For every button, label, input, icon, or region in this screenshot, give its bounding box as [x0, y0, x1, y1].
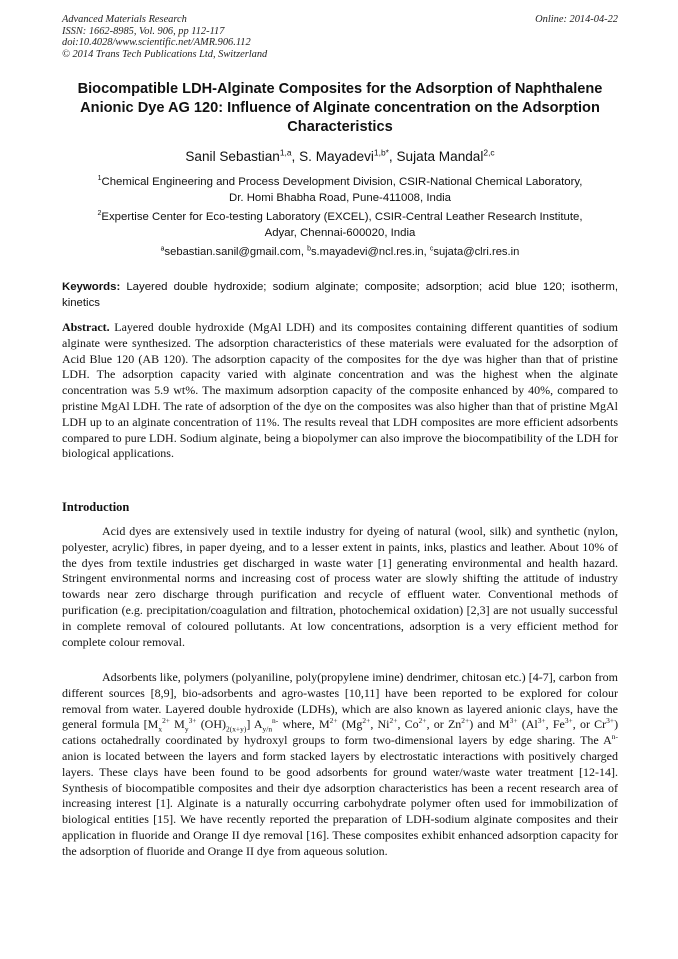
- formula-text: (Mg: [337, 717, 363, 732]
- formula-subscript: y: [184, 724, 189, 734]
- formula-superscript: 2+: [389, 716, 398, 726]
- email-link[interactable]: s.mayadevi@ncl.res.in: [310, 246, 424, 258]
- journal-issn: ISSN: 1662-8985, Vol. 906, pp 112-117: [62, 25, 225, 37]
- formula-subscript: 2(x+y): [226, 724, 247, 734]
- author-name: Sujata Mandal: [396, 149, 484, 164]
- email-separator: ,: [423, 246, 430, 258]
- formula-superscript: 2+: [362, 716, 371, 726]
- formula-subscript: x: [158, 724, 163, 734]
- formula-text: where, M: [278, 717, 330, 732]
- keywords: [62, 280, 618, 311]
- online-date: Online: 2014-04-22: [535, 14, 618, 25]
- author-separator: ,: [388, 149, 397, 164]
- affiliation-1: [62, 174, 618, 206]
- email-link[interactable]: sujata@clri.res.in: [433, 246, 520, 258]
- paragraph-text: anion is located between the layers and form stacked layers by electrostatic interactions with positively charged layers. These clays have been found to be good adsorbents for ground water/waste water treatment [12-14]. Synthesis of biocompatible composites and their dye adsorption characteristics has been a recent research area of increasing interest [1]. Alginate is a naturally occurring carbohydrate polymer often used for immobilization of biological entities [15]. We have recently reported the preparation of LDH-sodium alginate composites and their application in fluoride and Orange II dye removal [16]. These composites exhibit enhanced adsorption capacity for the adsorption of fluoride and Orange II dye from aqueous solution.: [62, 748, 618, 858]
- email-separator: ,: [300, 246, 308, 258]
- formula-text: , or Cr: [572, 717, 607, 732]
- affiliation-line: Adyar, Chennai-600020, India: [264, 227, 416, 239]
- formula-text: M: [169, 717, 185, 732]
- formula-superscript: 2+: [162, 716, 170, 726]
- formula-superscript: n-: [611, 732, 618, 742]
- formula-text: , Co: [397, 717, 419, 732]
- keywords-text: Layered double hydroxide; sodium alginate; composite; adsorption; acid blue 120; isotherm, kinetics: [62, 281, 618, 309]
- formula-subscript: y/n: [262, 724, 273, 734]
- formula-superscript: 2+: [418, 716, 427, 726]
- affiliation-line: Dr. Homi Bhabha Road, Pune-411008, India: [228, 192, 452, 204]
- author-name: S. Mayadevi: [299, 149, 374, 164]
- affiliation-mark: 2: [97, 210, 102, 218]
- author-separator: ,: [291, 149, 300, 164]
- affiliation-mark: 1: [97, 175, 102, 183]
- section-heading-introduction: Introduction: [62, 500, 130, 514]
- formula-superscript: 2+: [329, 716, 338, 726]
- email-mark: a: [160, 245, 165, 253]
- intro-paragraph-2: [62, 670, 618, 860]
- affiliation-line: Chemical Engineering and Process Development Division, CSIR-National Chemical Laboratory,: [101, 176, 583, 188]
- affiliation-line: Expertise Center for Eco-testing Laboratory (EXCEL), CSIR-Central Leather Research Institute,: [101, 211, 583, 223]
- email-link[interactable]: sebastian.sanil@gmail.com: [164, 246, 301, 258]
- formula-text: , Fe: [545, 717, 565, 732]
- formula-text: (Al: [517, 717, 538, 732]
- author-affil-mark: 2,c: [483, 147, 495, 158]
- journal-name: Advanced Materials Research: [62, 14, 187, 25]
- email-mark: b: [307, 245, 311, 253]
- journal-header: [62, 14, 618, 60]
- author-emails: [62, 244, 618, 260]
- formula-superscript: 3+: [509, 716, 518, 726]
- journal-doi: doi:10.4028/www.scientific.net/AMR.906.112: [62, 37, 251, 49]
- intro-paragraph-1: Acid dyes are extensively used in textile industry for dyeing of natural (wool, silk) and synthetic (nylon, polyester, acrylic) fibres, in paper dyeing, and to a lesser extent in paints, inks, plastics and leather. About 10% of the dyes from textile industries get discharged in waste water [1] generating environmental and health hazard. Stringent environmental norms and increasing cost of process water are slowly shifting the attitude of industry towards near zero discharge through purification and recycle of effluent water. Conventional methods of purification (e.g. precipitation/coagulation and filtration, photochemical oxidation) [2,3] are not usually successful in complete removal of coloured pollutants. At low concentrations, adsorption is a very efficient method for complete colour removal.: [62, 524, 618, 649]
- journal-copyright: © 2014 Trans Tech Publications Ltd, Switzerland: [62, 48, 268, 60]
- formula-text: ] A: [246, 717, 263, 732]
- paragraph-text: Adsorbents like, polymers (polyaniline, poly(propylene imine) dendrimer, chitosan etc.) [4-7], carbon from different sources [8,9], bio-adsorbents and agro-wastes [10,11] have been reported to be explored for colour removal from water. Layered double hydroxide (LDHs), which are also known as layered anionic clays, have the general formula [M: [62, 670, 618, 732]
- email-mark: c: [429, 245, 434, 253]
- abstract-text: Layered double hydroxide (MgAl LDH) and its composites containing different quantities of sodium alginate were synthesized. The adsorption characteristics of these materials were evaluated for the adsorption of Acid Blue 120 (AB 120). The adsorption capacity of the composites for the dye was higher than that of pristine LDH. The adsorption capacity varied with alginate concentration and was the highest when the alginate concentration was 5.9 wt%. The maximum adsorption capacity of the composite enhanced by 40%, compared to pristine MgAl LDH. The rate of adsorption of the dye on the composites was also higher than that of pristine MgAl LDH up to an alginate concentration of 11%. The results reveal that LDH composites are more efficient adsorbents compared to pure LDH. Sodium alginate, being a biopolymer can also improve the biocompatibility of the LDH for biological applications.: [62, 320, 618, 461]
- author-list: [62, 148, 618, 166]
- formula-text: , or Zn: [426, 717, 462, 732]
- keywords-label: Keywords:: [62, 281, 121, 293]
- affiliation-2: [62, 209, 618, 241]
- formula-text: ) and M: [469, 717, 510, 732]
- author-name: Sanil Sebastian: [185, 149, 280, 164]
- formula-text: ) cations octahedrally coordinated by hydroxyl groups to form two-dimensional layers by edge sharing. The A: [62, 717, 619, 748]
- author-affil-mark: 1,a: [279, 147, 292, 158]
- abstract: [62, 320, 618, 462]
- formula-superscript: 3+: [537, 716, 546, 726]
- paper-title: Biocompatible LDH-Alginate Composites for the Adsorption of Naphthalene Anionic Dye AG 120: Influence of Alginate concentration on the Adsorption Characteristics: [77, 81, 603, 135]
- abstract-label: Abstract.: [62, 320, 110, 334]
- formula-superscript: n-: [272, 716, 279, 726]
- formula-superscript: 3+: [606, 716, 615, 726]
- formula-text: (OH): [196, 717, 227, 732]
- formula-superscript: 2+: [461, 716, 470, 726]
- formula-superscript: 3+: [188, 716, 197, 726]
- formula-superscript: 3+: [564, 716, 573, 726]
- formula-text: , Ni: [370, 717, 390, 732]
- author-affil-mark: 1,b*: [373, 147, 389, 158]
